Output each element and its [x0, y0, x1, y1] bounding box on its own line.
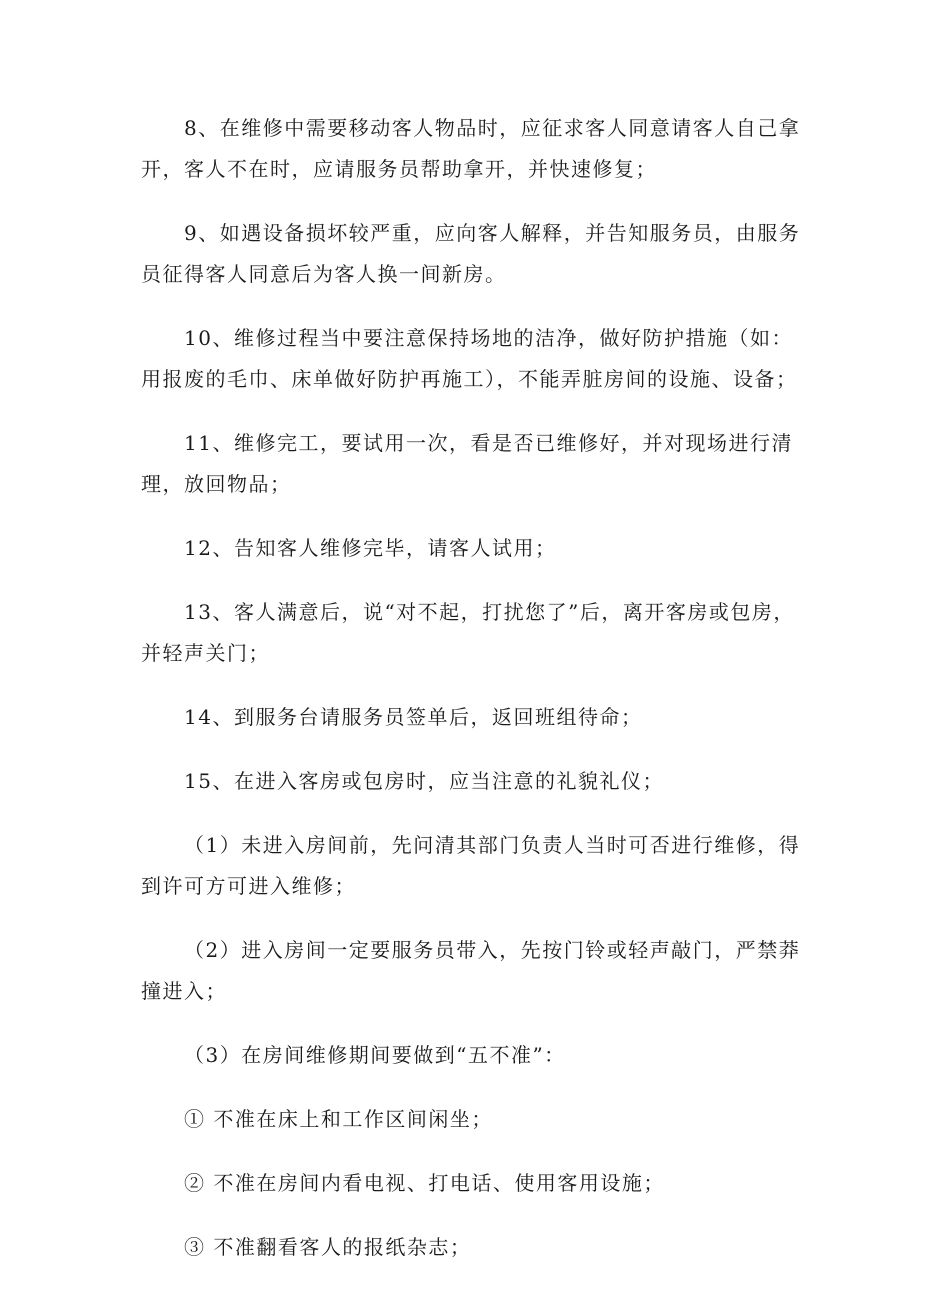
paragraph-sub-3: （3）在房间维修期间要做到“五不准”： [184, 1043, 566, 1067]
paragraph-sub-1: （1）未进入房间前，先问清其部门负责人当时可否进行维修，得到许可方可进入维修； [141, 833, 801, 898]
rule-item-2: ② 不准在房间内看电视、打电话、使用客用设施； [184, 1171, 665, 1195]
paragraph-item-10: 10、维修过程当中要注意保持场地的洁净，做好防护措施（如：用报废的毛巾、床单做好防护再施工），不能弄脏房间的设施、设备； [141, 326, 798, 391]
paragraph-item-13: 13、客人满意后，说“对不起，打扰您了”后，离开客房或包房，并轻声关门； [141, 600, 795, 665]
paragraph-sub-2: （2）进入房间一定要服务员带入，先按门铃或轻声敲门，严禁莽撞进入； [141, 938, 801, 1003]
paragraph-item-12: 12、告知客人维修完毕，请客人试用； [184, 536, 557, 560]
paragraph-item-11: 11、维修完工，要试用一次，看是否已维修好，并对现场进行清理，放回物品； [141, 431, 793, 496]
document-body [141, 108, 811, 1291]
rule-item-3: ③ 不准翻看客人的报纸杂志； [184, 1235, 472, 1259]
rule-item-1: ① 不准在床上和工作区间闲坐； [184, 1107, 493, 1131]
paragraph-item-9: 9、如遇设备损坏较严重，应向客人解释，并告知服务员，由服务员征得客人同意后为客人换一间新房。 [141, 221, 801, 286]
paragraph-item-14: 14、到服务台请服务员签单后，返回班组待命； [184, 705, 643, 729]
paragraph-item-15: 15、在进入客房或包房时，应当注意的礼貌礼仪； [184, 769, 664, 793]
paragraph-item-8: 8、在维修中需要移动客人物品时，应征求客人同意请客人自己拿开，客人不在时，应请服务员帮助拿开，并快速修复； [141, 116, 801, 181]
